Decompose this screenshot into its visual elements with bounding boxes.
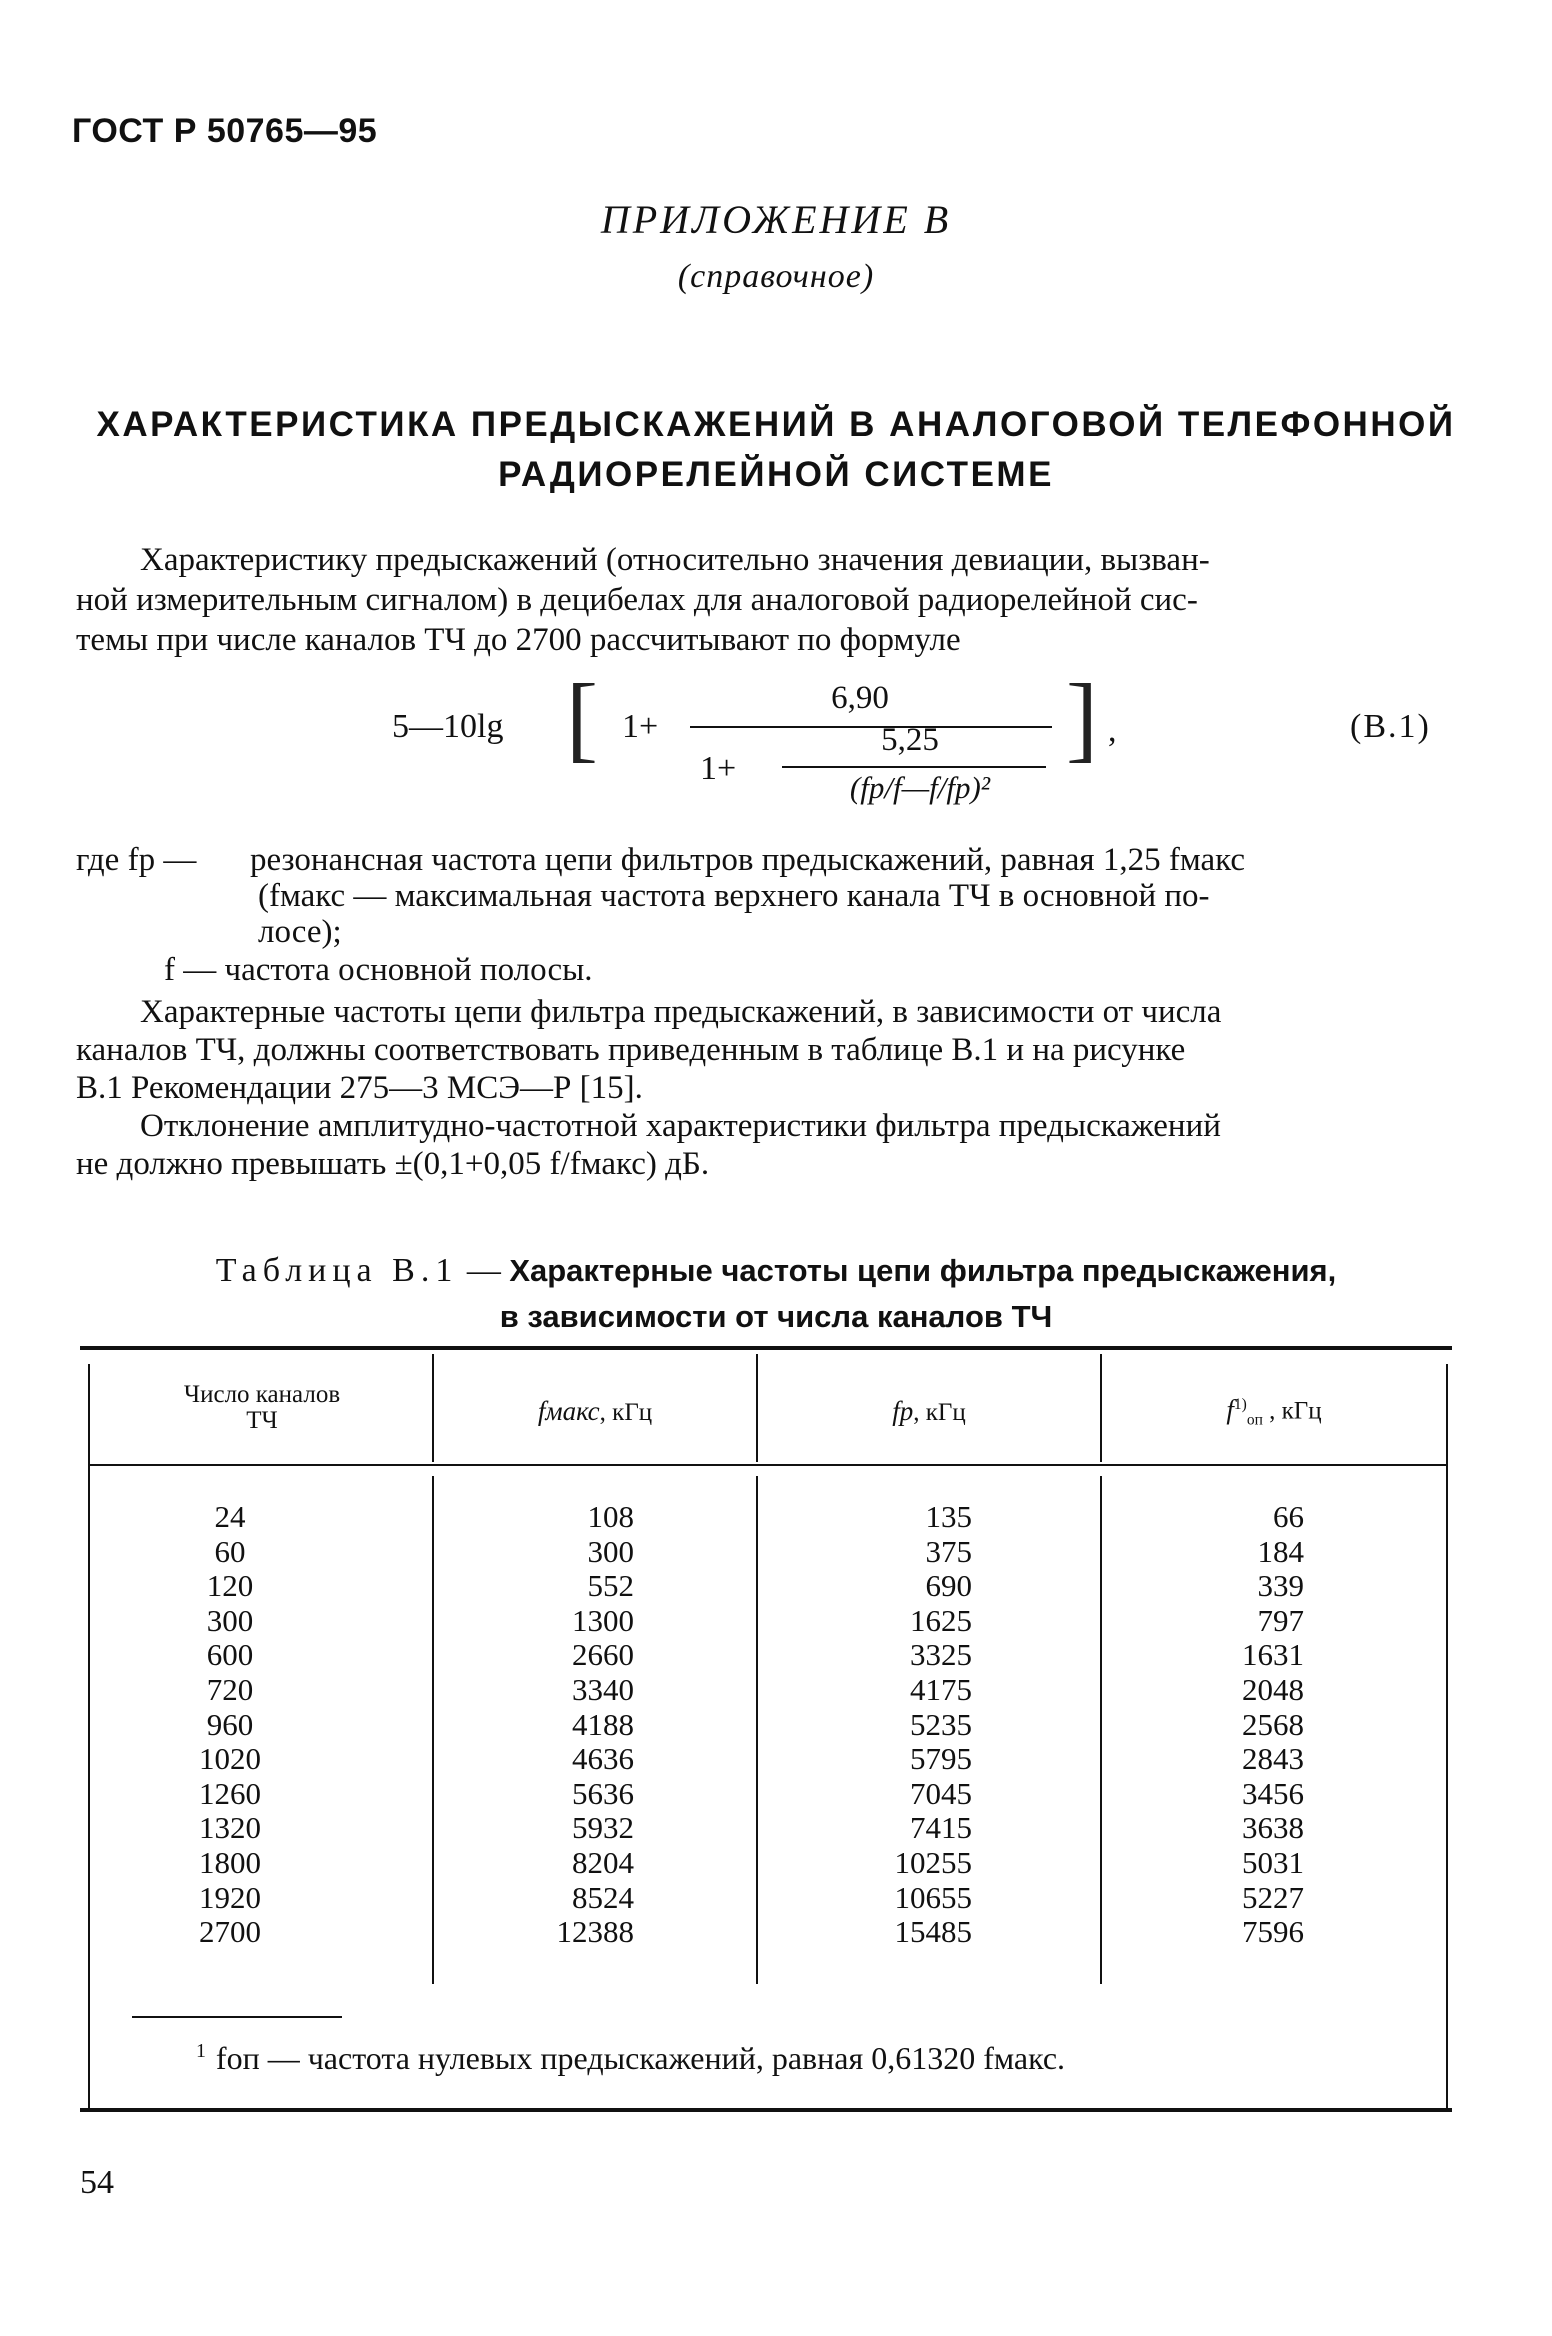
table-cell-fop: 3456: [1242, 1775, 1304, 1811]
table-cell-fmax: 8524: [572, 1879, 634, 1915]
header-fmax: [434, 1398, 756, 1426]
table-cell-fmax: 4636: [572, 1741, 634, 1777]
table-cell-fop: 2568: [1242, 1706, 1304, 1742]
table-cell-channels: 60: [214, 1533, 246, 1569]
where-line2: (fмакс — максимальная частота верхнего канала ТЧ в основной по-: [258, 878, 1210, 914]
intro-line3: темы при числе каналов ТЧ до 2700 рассчитывают по формуле: [76, 622, 961, 658]
table-cell-fp: 375: [925, 1533, 972, 1569]
footnote: [196, 2040, 1065, 2077]
table-cell-channels: 1020: [199, 1741, 261, 1777]
table-cell-channels: 300: [206, 1602, 254, 1638]
formula-numerator: 6,90: [831, 680, 889, 716]
header-channels-line2: ТЧ: [246, 1407, 278, 1434]
formula-one-plus-inner: 1+: [700, 750, 737, 787]
where-line4: f — частота основной полосы.: [164, 952, 593, 988]
table-label: Таблица В.1: [215, 1252, 459, 1289]
table-cell-channels: 600: [206, 1637, 254, 1673]
table-caption-dash: —: [466, 1252, 501, 1289]
table-title-line1: Характерные частоты цепи фильтра предыскажения,: [509, 1253, 1337, 1288]
left-bracket: [: [566, 664, 598, 771]
intro-line1: Характеристику предыскажений (относительно значения девиации, вызван-: [140, 542, 1210, 578]
table-cell-channels: 720: [206, 1671, 254, 1707]
table-cell-fp: 3325: [910, 1637, 972, 1673]
header-fmax-unit: , кГц: [599, 1399, 653, 1426]
table-cell-fop: 2843: [1242, 1741, 1304, 1777]
column-fop: [1200, 1500, 1304, 1950]
header-fop-unit: , кГц: [1262, 1397, 1322, 1425]
table-cell-channels: 960: [206, 1706, 254, 1742]
para3-line2: не должно превышать ±(0,1+0,05 f/fмакс) дБ.: [76, 1146, 710, 1182]
table-cell-channels: 1320: [199, 1810, 261, 1846]
para3-line1: Отклонение амплитудно-частотной характеристики фильтра предыскажений: [140, 1108, 1221, 1144]
intro-line2: ной измерительным сигналом) в децибелах для аналоговой радиорелейной сис-: [76, 582, 1198, 618]
header-fp: [758, 1398, 1100, 1426]
footnote-rule: [132, 2016, 342, 2018]
table-cell-fmax: 3340: [572, 1671, 634, 1707]
table-cell-fp: 1625: [910, 1602, 972, 1638]
table-cell-fmax: 552: [587, 1568, 634, 1604]
footnote-mark: 1: [196, 2040, 206, 2063]
header-fop-sup: 1): [1233, 1396, 1247, 1413]
table-cell-fmax: 5636: [572, 1775, 634, 1811]
table-cell-fp: 10255: [894, 1844, 972, 1880]
table-cell-fop: 5031: [1242, 1844, 1304, 1880]
header-fop-symbol: f: [1226, 1394, 1234, 1425]
column-fmax: [520, 1500, 634, 1950]
table-cell-fop: 2048: [1242, 1671, 1304, 1707]
table-cell-fmax: 4188: [572, 1706, 634, 1742]
col-divider-2: [756, 1476, 758, 1984]
where-prefix: где fр —: [76, 842, 197, 878]
col-divider-1: [432, 1476, 434, 1984]
section-title-line1: ХАРАКТЕРИСТИКА ПРЕДЫСКАЖЕНИЙ В АНАЛОГОВОЙ ТЕЛЕФОННОЙ: [96, 405, 1456, 444]
table-top-rule: [80, 1346, 1452, 1350]
table-caption-line2: [0, 1294, 1552, 1340]
table-cell-fp: 7415: [910, 1810, 972, 1846]
table-cell-fmax: 5932: [572, 1810, 634, 1846]
page-number: 54: [80, 2164, 114, 2201]
table-cell-fmax: 1300: [572, 1602, 634, 1638]
table-border-right: [1446, 1364, 1448, 2108]
table-cell-channels: 1800: [199, 1844, 261, 1880]
document-code: ГОСТ Р 50765—95: [72, 112, 378, 150]
table-cell-fmax: 2660: [572, 1637, 634, 1673]
formula-inner-denominator: (fр/f—f/fр)²: [849, 770, 991, 805]
table-cell-fop: 7596: [1242, 1914, 1304, 1950]
appendix-subtitle: (справочное): [677, 258, 875, 295]
section-title-line2: РАДИОРЕЛЕЙНОЙ СИСТЕМЕ: [498, 455, 1054, 494]
formula-comma: ,: [1108, 712, 1117, 749]
table-cell-channels: 24: [214, 1499, 246, 1534]
table-cell-fmax: 300: [587, 1533, 634, 1569]
para2-line2: каналов ТЧ, должны соответствовать приведенным в таблице В.1 и на рисунке: [76, 1032, 1186, 1068]
header-fop: [1102, 1392, 1446, 1433]
header-fmax-symbol: fмакс: [537, 1396, 600, 1426]
formula-inner-numerator: 5,25: [881, 722, 939, 758]
right-bracket: ]: [1066, 664, 1098, 771]
appendix-title: ПРИЛОЖЕНИЕ В: [600, 197, 952, 242]
formula-number: (В.1): [1350, 708, 1431, 745]
para2-line1: Характерные частоты цепи фильтра предыскажений, в зависимости от числа: [140, 994, 1222, 1030]
col-divider-3: [1100, 1476, 1102, 1984]
formula-one-plus-outer: 1+: [622, 708, 659, 745]
header-fop-sub: оп: [1246, 1411, 1263, 1429]
table-cell-fp: 15485: [894, 1914, 972, 1950]
table-cell-fop: 3638: [1242, 1810, 1304, 1846]
para2-line3: В.1 Рекомендации 275—3 МСЭ—Р [15].: [76, 1070, 643, 1106]
table-cell-fop: 797: [1257, 1602, 1304, 1638]
header-rule: [90, 1464, 1446, 1466]
table-bottom-rule: [80, 2108, 1452, 2112]
table-cell-fop: 184: [1257, 1533, 1304, 1569]
table-cell-channels: 120: [206, 1568, 254, 1604]
table-cell-channels: 2700: [199, 1914, 261, 1950]
table-cell-channels: 1260: [199, 1775, 261, 1811]
table-cell-fp: 7045: [910, 1775, 972, 1811]
table-cell-fop: 1631: [1242, 1637, 1304, 1673]
table-border-left: [88, 1364, 90, 2108]
table-cell-fp: 135: [925, 1499, 972, 1534]
table-cell-fop: 339: [1257, 1568, 1304, 1604]
table-cell-fp: 10655: [894, 1879, 972, 1915]
table-cell-fp: 690: [925, 1568, 972, 1604]
column-fp: [860, 1500, 972, 1950]
where-line3: лосе);: [258, 914, 342, 950]
header-fp-unit: , кГц: [913, 1399, 966, 1426]
formula-lhs: 5—10lg: [392, 708, 504, 745]
table-cell-fmax: 12388: [556, 1914, 634, 1950]
table-cell-fp: 5235: [910, 1706, 972, 1742]
column-channels: [180, 1500, 280, 1950]
table-title-line2: в зависимости от числа каналов ТЧ: [499, 1299, 1053, 1334]
table-cell-fmax: 8204: [572, 1844, 634, 1880]
table-cell-fp: 5795: [910, 1741, 972, 1777]
where-line1: резонансная частота цепи фильтров предыскажений, равная 1,25 fмакс: [250, 842, 1246, 878]
table-cell-fop: 5227: [1242, 1879, 1304, 1915]
section-title: [60, 400, 1492, 500]
fraction-bar-inner: [782, 766, 1046, 768]
table-cell-fmax: 108: [587, 1499, 634, 1534]
header-channels-line1: Число каналов: [183, 1381, 341, 1408]
header-channels: [92, 1382, 432, 1434]
table-cell-channels: 1920: [199, 1879, 261, 1915]
table-caption-line1: [0, 1248, 1552, 1294]
table-cell-fp: 4175: [910, 1671, 972, 1707]
table-cell-fop: 66: [1273, 1499, 1304, 1534]
header-fp-symbol: fр: [892, 1396, 914, 1426]
footnote-text: fоп — частота нулевых предыскажений, равная 0,61320 fмакс.: [215, 2040, 1066, 2076]
